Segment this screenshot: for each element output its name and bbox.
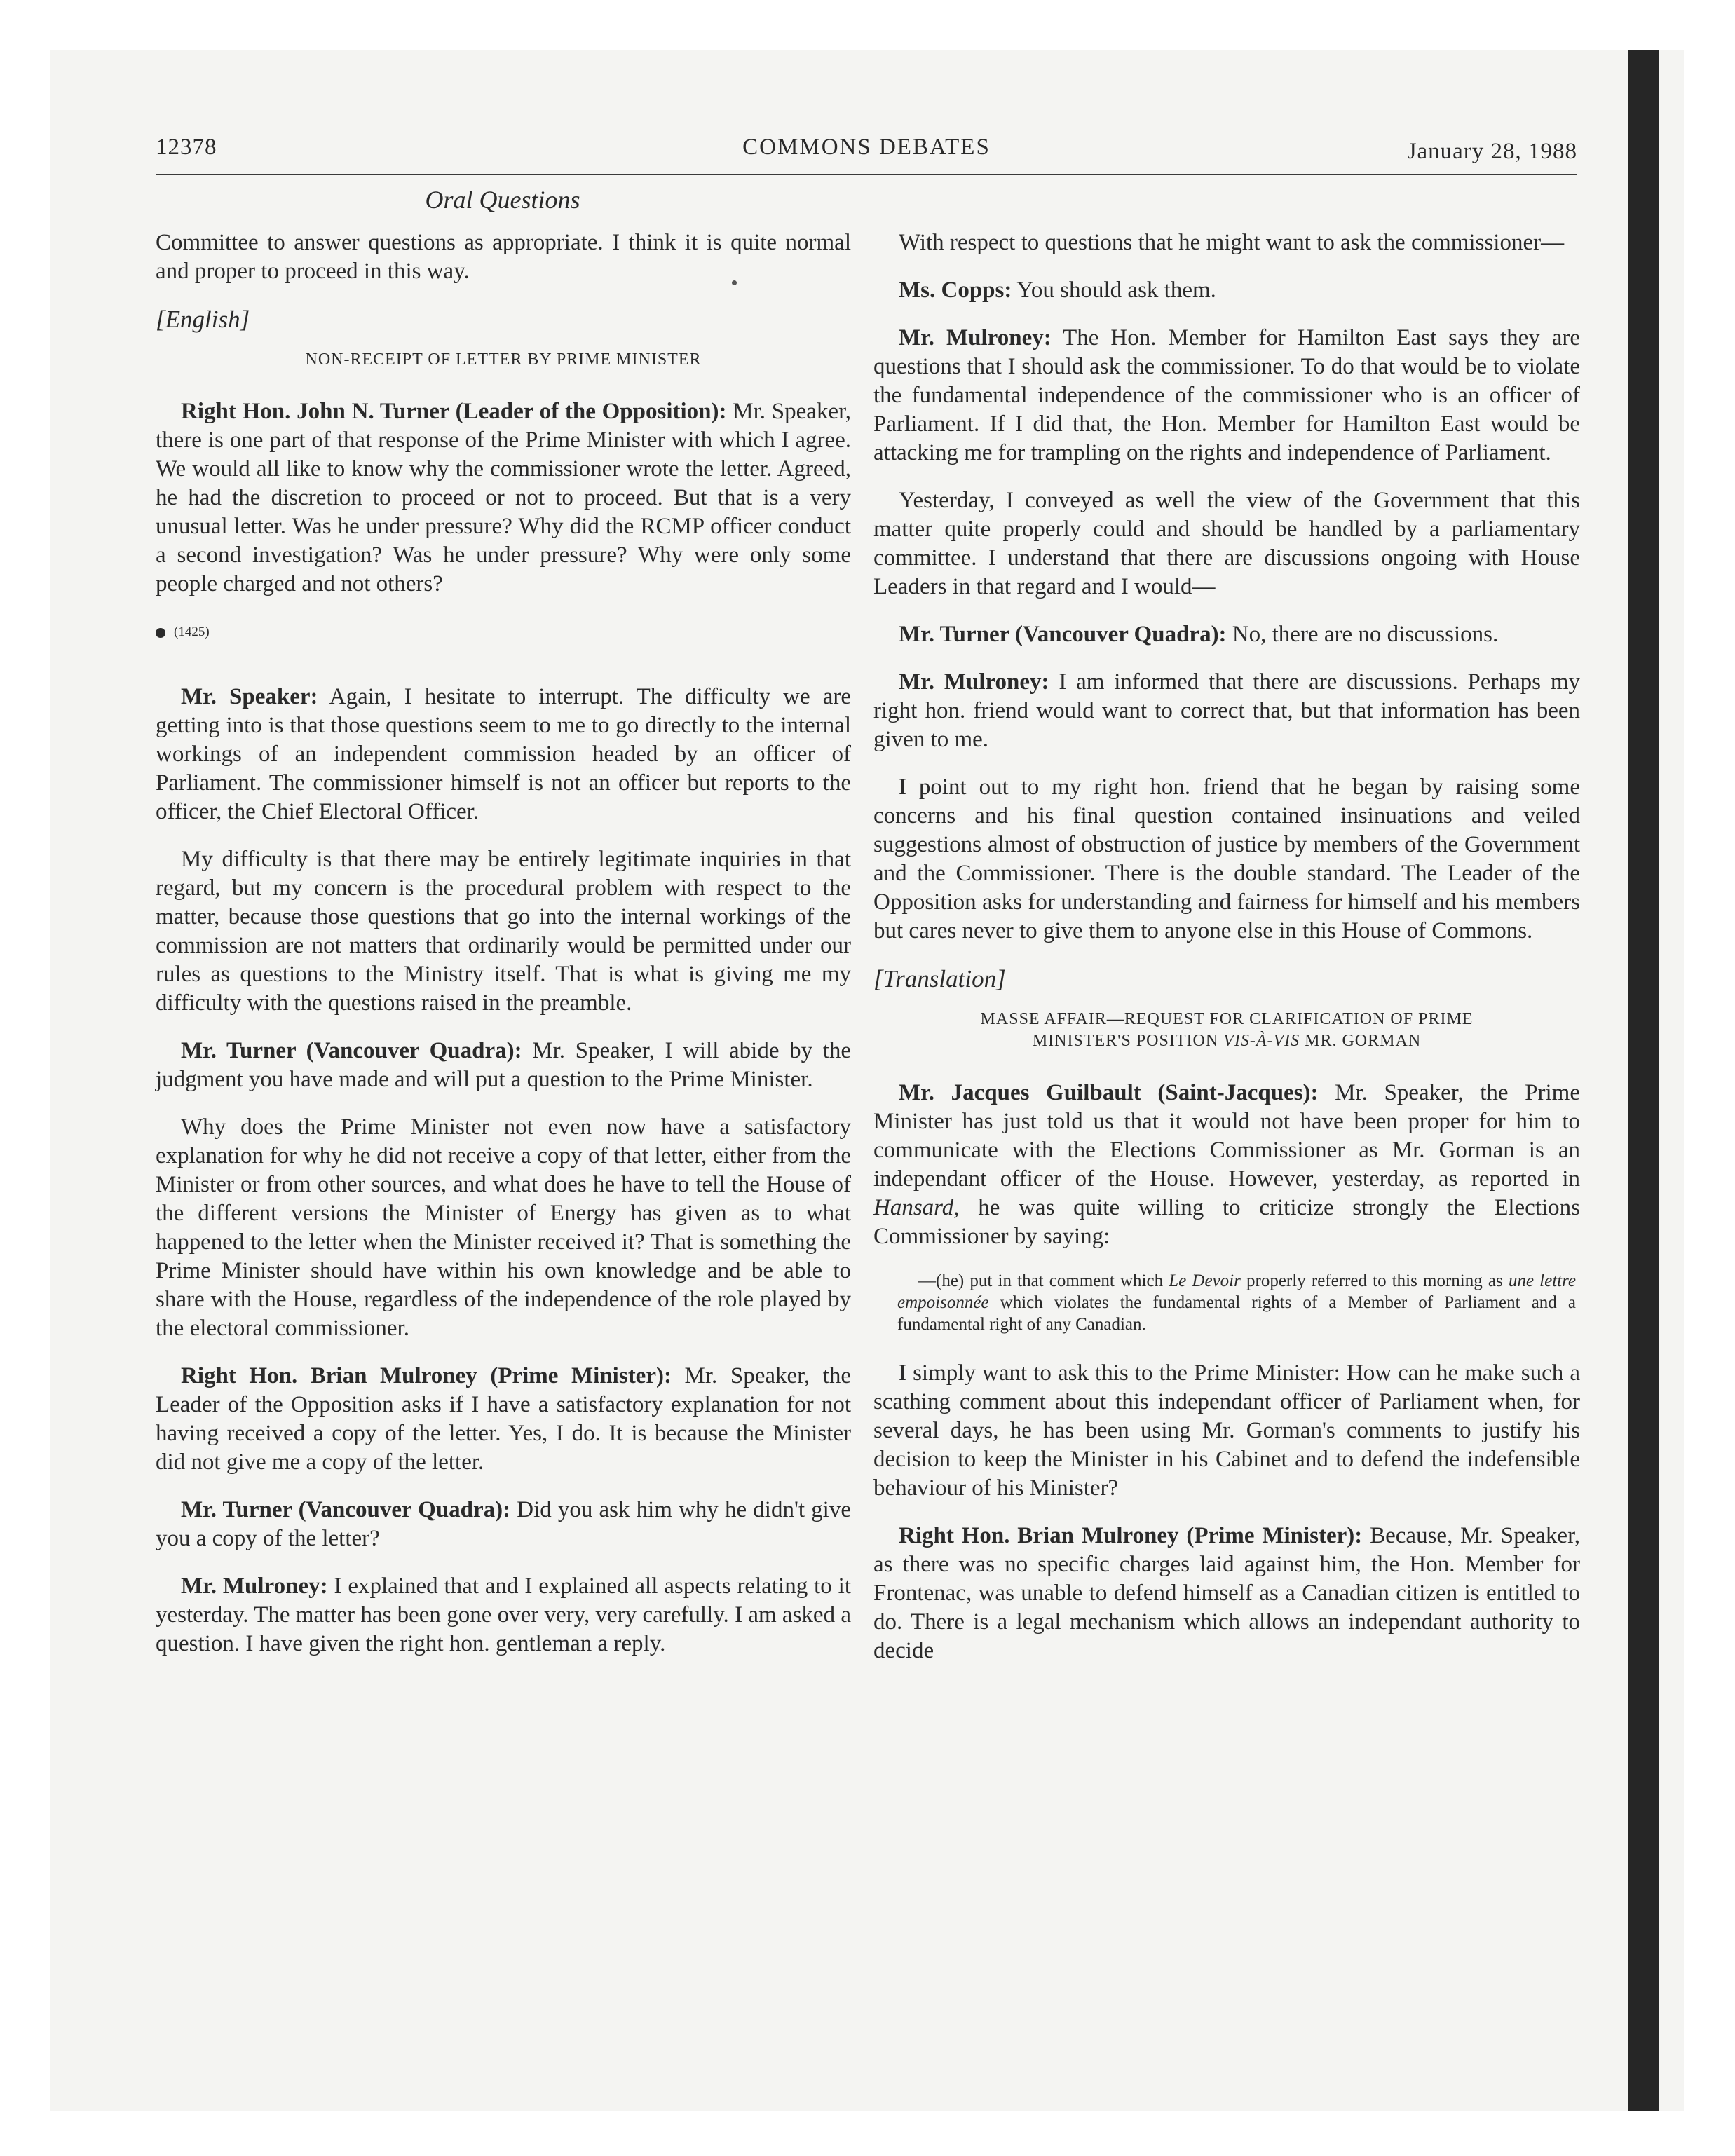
italic-reference: Hansard [873, 1195, 954, 1220]
speaker-name: Right Hon. John N. Turner (Leader of the Opposition): [181, 399, 727, 424]
section-title: Oral Questions [425, 186, 580, 214]
speech-paragraph [873, 324, 1580, 468]
speaker-name: Ms. Copps: [899, 278, 1012, 303]
speaker-name: Mr. Turner (Vancouver Quadra): [181, 1497, 511, 1522]
paragraph: Yesterday, I conveyed as well the view of the Government that this matter quite properly could and should be handled by a parliamentary committee. I understand that there are discussions ongoing with House Leaders in that regard and I would— [873, 488, 1580, 599]
timestamp-text: (1425) [174, 625, 210, 639]
paragraph: I simply want to ask this to the Prime Minister: How can he make such a scathing comment about this independant officer of Parliament when, for several days, he has been using Mr. Gorman's comments to justify his decision to keep the Minister in his Cabinet and to defend the indefensible behaviour of his Minister? [873, 1360, 1580, 1501]
block-quote [897, 1270, 1576, 1335]
speaker-name: Mr. Jacques Guilbault (Saint-Jacques): [899, 1080, 1319, 1105]
speech-paragraph [873, 1522, 1580, 1665]
speaker-name: Mr. Mulroney: [181, 1574, 328, 1599]
paragraph: Committee to answer questions as appropriate. I think it is quite normal and proper to proceed in this way. [156, 230, 851, 284]
paragraph: I point out to my right hon. friend that he began by raising some concerns and his final question contained insinuations and veiled suggestions almost of obstruction of justice by members of the Government and the Commissioner. There is the double standard. The Leader of the Opposition asks for understanding and fairness for himself and his members but cares never to give them to anyone else in this House of Commons. [873, 775, 1580, 943]
speech-paragraph [873, 1079, 1580, 1251]
speech-paragraph [156, 1572, 851, 1658]
speech-paragraph [156, 1496, 851, 1553]
bullet-icon [156, 628, 165, 638]
speech-paragraph [873, 276, 1580, 305]
scan-edge-shadow [1628, 50, 1659, 2111]
page-header [156, 135, 1577, 175]
speech-text: I explained that and I explained all aspects relating to it yesterday. The matter has been gone over very, very carefully. I am asked a question. I have given the right hon. gentleman a reply. [156, 1574, 851, 1656]
speech-paragraph [156, 683, 851, 826]
rubric-line: MASSE AFFAIR—REQUEST FOR CLARIFICATION OF PRIME [980, 1010, 1474, 1028]
speech-text: Mr. Speaker, the Leader of the Opposition asks if I have a satisfactory explanation for not having received a copy of the letter. Yes, I do. It is because the Minister did not give me a copy of the letter. [156, 1363, 851, 1475]
speech-text: Did you ask him why he didn't give you a copy of the letter? [156, 1497, 852, 1551]
speech-paragraph [156, 397, 851, 599]
language-tag: [Translation] [873, 965, 1006, 992]
quote-text: properly referred to this morning as [1240, 1271, 1509, 1290]
timestamp [156, 618, 851, 646]
speech-text: You should ask them. [1012, 278, 1216, 303]
speaker-name: Mr. Turner (Vancouver Quadra): [181, 1038, 522, 1063]
speaker-name: Right Hon. Brian Mulroney (Prime Minister): [899, 1523, 1363, 1548]
speech-text: I am informed that there are discussions. Perhaps my right hon. friend would want to correct that, but that information has been given to me. [873, 669, 1580, 752]
speech-text: No, there are no discussions. [1226, 622, 1499, 647]
speaker-name: Mr. Mulroney: [899, 325, 1052, 350]
speech-text: Again, I hesitate to interrupt. The difficulty we are getting into is that those questions seem to me to go directly to the internal workings of an independent commission headed by an officer of Parliament. The commissioner himself is not an officer but reports to the officer, the Chief Electoral Officer. [156, 684, 851, 824]
quote-text: which violates the fundamental rights of a Member of Parliament and a fundamental right of any Canadian. [897, 1293, 1576, 1334]
subject-rubric: NON-RECEIPT OF LETTER BY PRIME MINISTER [305, 350, 702, 369]
speech-paragraph [873, 668, 1580, 754]
rubric-text: MINISTER'S POSITION [1032, 1032, 1224, 1050]
speech-paragraph [156, 1362, 851, 1477]
subject-rubric [873, 1009, 1580, 1052]
quote-italic: une lettre empoisonnée [897, 1271, 1576, 1312]
page-number: 12378 [156, 135, 217, 160]
page-date: January 28, 1988 [1407, 139, 1577, 164]
language-tag: [English] [156, 306, 250, 333]
speaker-name: Mr. Turner (Vancouver Quadra): [899, 622, 1227, 647]
paragraph: My difficulty is that there may be entirely legitimate inquiries in that regard, but my concern is the procedural problem with respect to the matter, because those questions that go into the internal workings of the commission are not matters that ordinarily would be permitted under our rules as questions to the Ministry itself. That is what is giving me my difficulty with the questions raised in the preamble. [156, 847, 851, 1016]
publication-title: COMMONS DEBATES [742, 135, 991, 160]
speech-text: , he was quite willing to criticize strongly the Elections Commissioner by saying: [873, 1195, 1580, 1249]
speech-text: Mr. Speaker, I will abide by the judgment you have made and will put a question to the Prime Minister. [156, 1038, 852, 1092]
rubric-line [873, 1030, 1580, 1052]
rubric-italic: VIS-À-VIS [1223, 1032, 1300, 1050]
speaker-name: Mr. Mulroney: [899, 669, 1049, 695]
paragraph: With respect to questions that he might want to ask the commissioner— [899, 230, 1565, 255]
paragraph: Why does the Prime Minister not even now have a satisfactory explanation for why he did not receive a copy of that letter, either from the Minister or from other sources, and what does he have to tell the House of the different versions the Minister of Energy has given as to what happened to the letter when the Minister received it? That is something the Prime Minister should have within his own knowledge and be able to share with the House, regardless of the independence of the role played by the electoral commissioner. [156, 1114, 851, 1341]
quote-italic: Le Devoir [1169, 1271, 1241, 1290]
rubric-text: MR. GORMAN [1300, 1032, 1422, 1050]
speech-paragraph [873, 620, 1580, 649]
left-column [156, 228, 851, 1677]
speaker-name: Mr. Speaker: [181, 684, 318, 709]
speech-paragraph [156, 1037, 851, 1094]
speech-text: Because, Mr. Speaker, as there was no specific charges laid against him, the Hon. Member for Frontenac, was unable to defend himself as a Canadian citizen is entitled to do. There is a legal mechanism which allows an independant authority to decide [873, 1523, 1580, 1663]
right-column [873, 228, 1580, 1684]
speech-text: The Hon. Member for Hamilton East says they are questions that I should ask the commissioner. To do that would be to violate the fundamental independence of the commissioner who is an officer of Parliament. If I did that, the Hon. Member for Hamilton East would be attacking me for trampling on the rights and independence of Parliament. [873, 325, 1580, 465]
speaker-name: Right Hon. Brian Mulroney (Prime Minister): [181, 1363, 672, 1389]
speech-text: Mr. Speaker, the Prime Minister has just told us that it would not have been proper for him to communicate with the Elections Commissioner as Mr. Gorman is an independant officer of the House. However, yesterday, as reported in [873, 1080, 1580, 1192]
speech-text: Mr. Speaker, there is one part of that response of the Prime Minister with which I agree. We would all like to know why the commissioner wrote the letter. Agreed, he had the discretion to proceed or not to proceed. But that is a very unusual letter. Was he under pressure? Why did the RCMP officer conduct a second investigation? Was he under pressure? Why were only some people charged and not others? [156, 399, 851, 596]
quote-text: —(he) put in that comment which [918, 1271, 1169, 1290]
